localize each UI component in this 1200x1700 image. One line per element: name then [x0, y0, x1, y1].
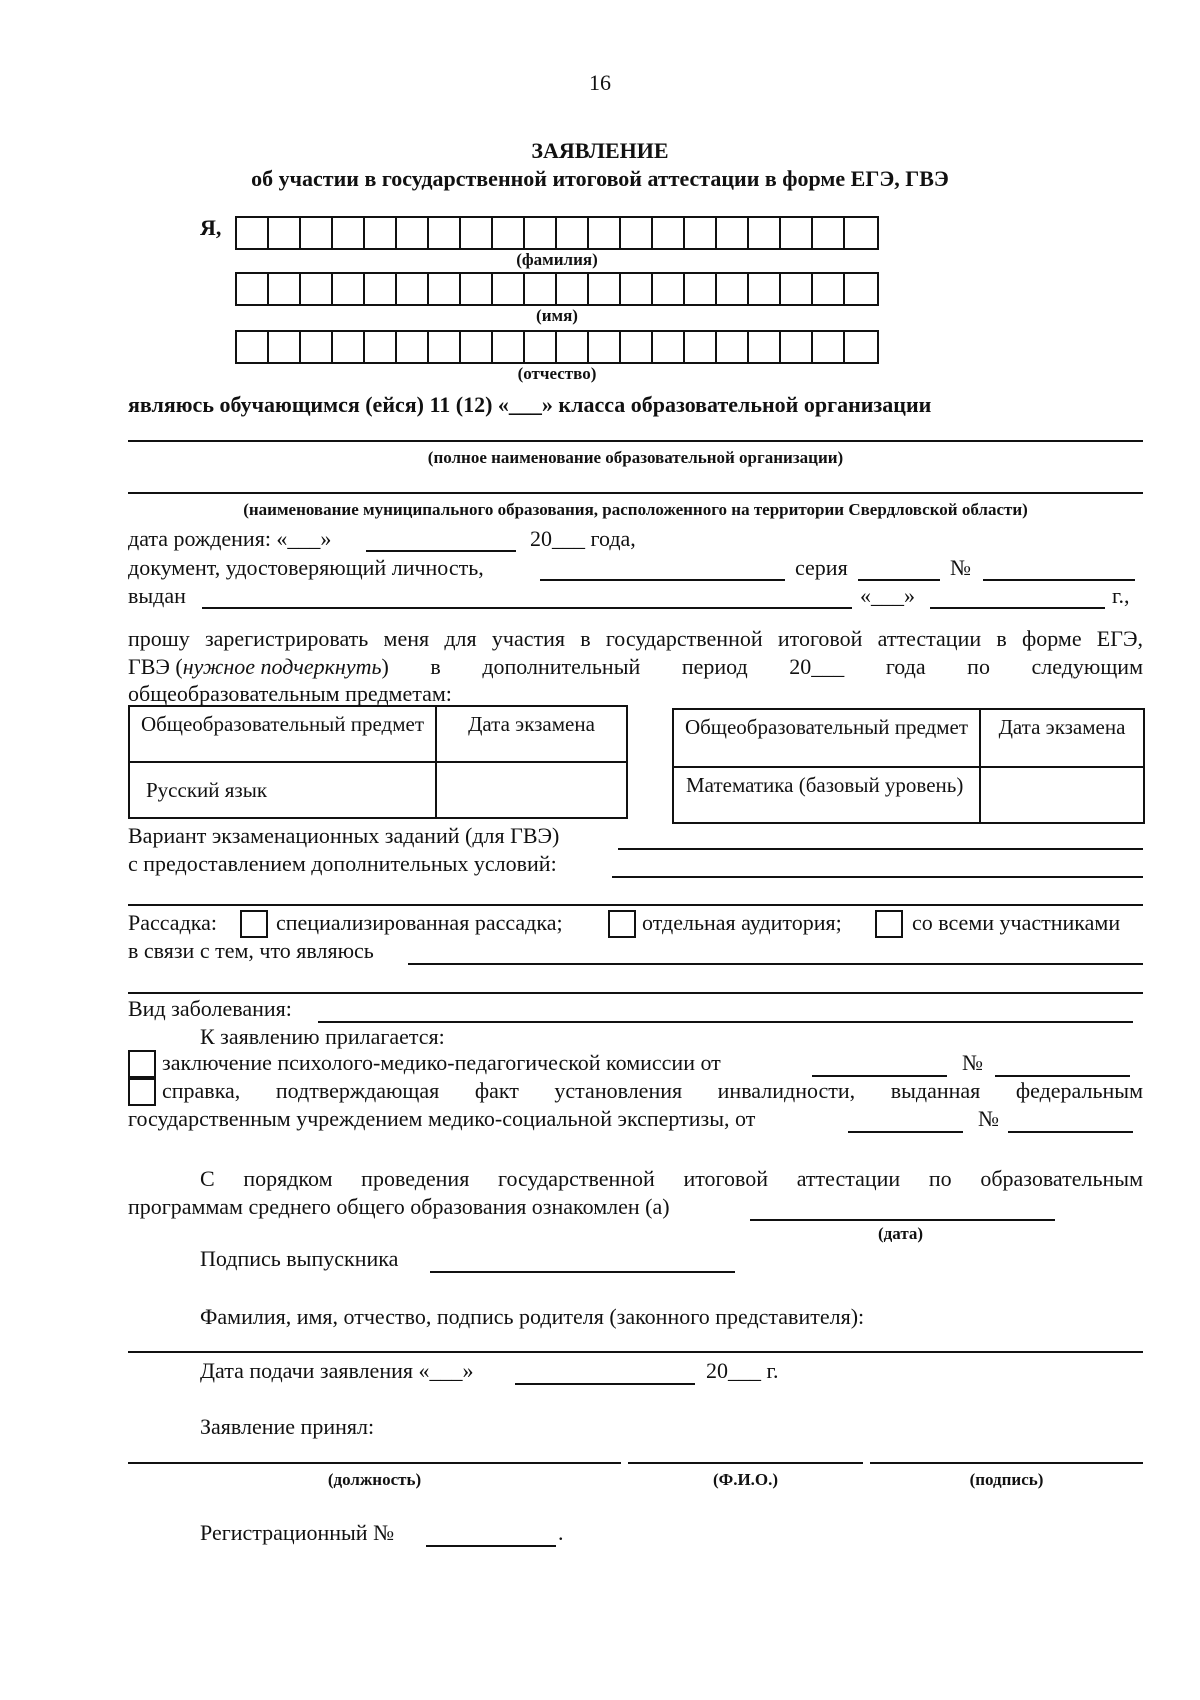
- attachment-2-number: №: [978, 1106, 999, 1131]
- left-header-subject: Общеобразовательный предмет: [129, 706, 436, 762]
- surname-cells[interactable]: [235, 216, 879, 250]
- conditions-line-2[interactable]: [128, 904, 1143, 906]
- attachment-1-text: заключение психолого-медико-педагогической комиссии от: [162, 1050, 721, 1075]
- attached-label: К заявлению прилагается:: [200, 1024, 445, 1049]
- familiar-date-caption: (дата): [878, 1224, 924, 1243]
- right-header-subject: Общеобразовательный предмет: [673, 709, 980, 767]
- registration-label: Регистрационный №: [200, 1520, 395, 1545]
- registration-period: .: [558, 1520, 564, 1545]
- familiar-line-2: программам среднего общего образования ознакомлен (а): [128, 1194, 670, 1219]
- name-caption: (имя): [536, 306, 578, 325]
- attachment-2-line-1: справка, подтверждающая факт установления инвалидности, выданная федеральным: [162, 1078, 1143, 1103]
- attachment-1-number: №: [962, 1050, 983, 1075]
- seating-all-checkbox[interactable]: [875, 910, 903, 938]
- document-label: документ, удостоверяющий личность,: [128, 555, 484, 580]
- issued-label: выдан: [128, 583, 186, 608]
- left-row-subject: Русский язык: [129, 762, 436, 818]
- attachment-1-checkbox[interactable]: [128, 1050, 156, 1078]
- surname-caption: (фамилия): [516, 250, 598, 269]
- signature-caption: (подпись): [969, 1470, 1044, 1489]
- birth-date-label: дата рождения: «___»: [128, 526, 332, 551]
- right-header-date: Дата экзамена: [980, 709, 1144, 767]
- document-number-line[interactable]: [983, 579, 1135, 581]
- graduate-signature-label: Подпись выпускника: [200, 1246, 399, 1271]
- request-line-2-a: ГВЭ (: [128, 654, 183, 679]
- name-cells[interactable]: [235, 272, 879, 306]
- request-line-2-italic: нужное подчеркнуть: [182, 654, 382, 679]
- variant-label: Вариант экзаменационных заданий (для ГВЭ): [128, 823, 560, 848]
- position-line[interactable]: [128, 1462, 621, 1464]
- seating-all-label: со всеми участниками: [912, 910, 1121, 935]
- reason-line-2[interactable]: [128, 992, 1143, 994]
- left-row-date[interactable]: [436, 762, 627, 818]
- reason-line[interactable]: [408, 963, 1143, 965]
- right-row-date[interactable]: [980, 767, 1144, 823]
- seating-separate-label: отдельная аудитория;: [642, 910, 842, 935]
- student-line: являюсь обучающимся (ейся) 11 (12) «___» класса образовательной организации: [128, 392, 932, 417]
- registration-number-line[interactable]: [426, 1545, 556, 1547]
- disease-label: Вид заболевания:: [128, 996, 292, 1021]
- form-subtitle: об участии в государственной итоговой аттестации в форме ЕГЭ, ГВЭ: [251, 166, 949, 191]
- name-prefix: Я,: [200, 215, 222, 240]
- series-label: серия: [795, 555, 848, 580]
- document-type-line[interactable]: [540, 579, 785, 581]
- page-number: 16: [589, 70, 611, 95]
- attachment-2-number-line[interactable]: [1008, 1131, 1133, 1133]
- patronymic-caption: (отчество): [517, 364, 597, 383]
- parent-label: Фамилия, имя, отчество, подпись родителя (законного представителя):: [200, 1304, 865, 1329]
- seating-specialized-label: специализированная рассадка;: [276, 910, 563, 935]
- subjects-table-right: [672, 708, 1145, 824]
- issued-by-line[interactable]: [202, 607, 852, 609]
- position-caption: (должность): [327, 1470, 422, 1489]
- org-name-line[interactable]: [128, 440, 1143, 442]
- request-line-2-b: ) в дополнительный период 20___ года по следующим: [381, 654, 1143, 679]
- conditions-label: с предоставлением дополнительных условий:: [128, 851, 557, 876]
- parent-line[interactable]: [128, 1351, 1143, 1353]
- signature-line[interactable]: [870, 1462, 1143, 1464]
- submission-month-line[interactable]: [515, 1383, 695, 1385]
- right-row-subject: Математика (базовый уровень): [673, 767, 980, 823]
- seating-separate-checkbox[interactable]: [608, 910, 636, 938]
- familiar-date-line[interactable]: [750, 1219, 1055, 1221]
- request-line-1: прошу зарегистрировать меня для участия в государственной итоговой аттестации в форме ЕГЭ,: [128, 626, 1143, 651]
- attachment-1-date-line[interactable]: [812, 1075, 947, 1077]
- familiar-line-1: С порядком проведения государственной итоговой аттестации по образовательным: [200, 1166, 1143, 1191]
- submission-label: Дата подачи заявления «___»: [200, 1358, 474, 1383]
- form-title: ЗАЯВЛЕНИЕ: [531, 138, 669, 163]
- birth-month-line[interactable]: [366, 550, 516, 552]
- attachment-1-number-line[interactable]: [995, 1075, 1130, 1077]
- attachment-2-checkbox[interactable]: [128, 1078, 156, 1106]
- fio-caption: (Ф.И.О.): [712, 1470, 779, 1489]
- document-number-label: №: [950, 555, 971, 580]
- issued-date-line[interactable]: [930, 607, 1105, 609]
- series-line[interactable]: [858, 579, 940, 581]
- issued-year-suffix: г.,: [1112, 583, 1130, 608]
- subjects-table-left: [128, 705, 628, 819]
- birth-year: 20___ года,: [530, 526, 636, 551]
- patronymic-cells[interactable]: [235, 330, 879, 364]
- municipality-line[interactable]: [128, 492, 1143, 494]
- seating-label: Рассадка:: [128, 910, 217, 935]
- submission-year: 20___ г.: [706, 1358, 779, 1383]
- reason-label: в связи с тем, что являюсь: [128, 938, 374, 963]
- variant-line[interactable]: [618, 848, 1143, 850]
- graduate-signature-line[interactable]: [430, 1271, 735, 1273]
- org-caption: (полное наименование образовательной организации): [427, 448, 844, 467]
- municipality-caption: (наименование муниципального образования, расположенного на территории Свердловской области): [243, 500, 1028, 519]
- request-line-2: [128, 654, 1143, 680]
- disease-line[interactable]: [318, 1021, 1133, 1023]
- request-line-3: общеобразовательным предметам:: [128, 681, 452, 706]
- seating-specialized-checkbox[interactable]: [240, 910, 268, 938]
- left-header-date: Дата экзамена: [436, 706, 627, 762]
- attachment-2-line-2: государственным учреждением медико-социальной экспертизы, от: [128, 1106, 756, 1131]
- fio-line[interactable]: [628, 1462, 863, 1464]
- attachment-2-date-line[interactable]: [848, 1131, 963, 1133]
- issued-day: «___»: [860, 583, 915, 608]
- conditions-line[interactable]: [612, 876, 1143, 878]
- accepted-label: Заявление принял:: [200, 1414, 375, 1439]
